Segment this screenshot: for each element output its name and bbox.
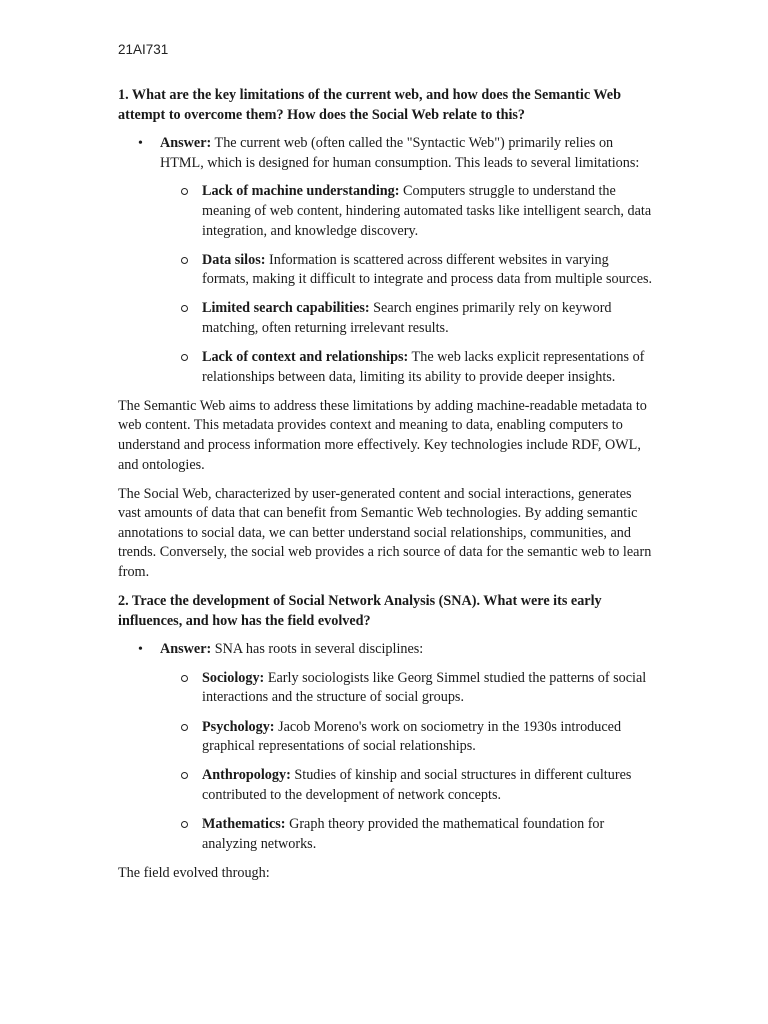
limitations-list	[118, 182, 654, 387]
list-item	[118, 718, 654, 757]
item-text: Early sociologists like Georg Simmel studied the patterns of social interactions and the structure of social groups.	[202, 669, 647, 706]
closing-paragraph: The field evolved through:	[118, 864, 270, 881]
item-text: Search engines primarily rely on keyword matching, often returning irrelevant results.	[202, 300, 612, 336]
item-text: Computers struggle to understand the meaning of web content, hindering automated tasks like intelligent search, data integration, and knowledge discovery.	[202, 183, 652, 239]
circle-bullet-icon	[181, 724, 188, 731]
question-1: 1. What are the key limitations of the current web, and how does the Semantic Web attempt to overcome them? How does the Social Web relate to this?	[118, 87, 621, 123]
circle-bullet-icon	[181, 305, 188, 312]
list-item	[118, 815, 654, 854]
circle-bullet-icon	[181, 354, 188, 361]
item-label: Sociology:	[202, 669, 265, 686]
list-item	[118, 299, 654, 338]
item-text: Information is scattered across different websites in varying formats, making it difficult to integrate and process data from multiple sources.	[202, 251, 653, 288]
item-label: Lack of context and relationships:	[202, 349, 409, 366]
item-text: Studies of kinship and social structures in different cultures contributed to the development of network concepts.	[202, 767, 632, 803]
item-text: The web lacks explicit representations of relationships between data, limiting its ability to provide deeper insights.	[202, 349, 645, 385]
answer-text: The current web (often called the "Syntactic Web") primarily relies on HTML, which is designed for human consumption. This leads to several limitations:	[160, 135, 640, 171]
circle-bullet-icon	[181, 675, 188, 682]
question-2: 2. Trace the development of Social Network Analysis (SNA). What were its early influences, and how has the field evolved?	[118, 593, 602, 629]
list-item	[118, 251, 654, 290]
semantic-web-paragraph: The Semantic Web aims to address these limitations by adding machine-readable metadata to web content. This metadata provides context and meaning to data, enabling computers to understand and process information more effectively. Key technologies include RDF, OWL, and ontologies.	[118, 397, 647, 473]
item-label: Data silos:	[202, 251, 266, 268]
circle-bullet-icon	[181, 821, 188, 828]
list-item	[118, 766, 654, 805]
item-text: Jacob Moreno's work on sociometry in the 1930s introduced graphical representations of social relationships.	[202, 718, 622, 755]
circle-bullet-icon	[181, 257, 188, 264]
item-label: Lack of machine understanding:	[202, 183, 400, 200]
bullet-icon: •	[138, 136, 143, 152]
answer-label: Answer:	[160, 135, 212, 152]
bullet-icon: •	[138, 642, 143, 658]
answer-label: Answer:	[160, 641, 212, 658]
answer-1	[118, 134, 654, 173]
circle-bullet-icon	[181, 772, 188, 779]
list-item	[118, 182, 654, 241]
list-item	[118, 669, 654, 708]
circle-bullet-icon	[181, 188, 188, 195]
answer-text: SNA has roots in several disciplines:	[211, 641, 424, 658]
answer-2	[118, 640, 654, 660]
course-code: 21AI731	[118, 42, 169, 57]
item-label: Limited search capabilities:	[202, 300, 370, 317]
social-web-paragraph: The Social Web, characterized by user-generated content and social interactions, generates vast amounts of data that can benefit from Semantic Web technologies. By adding semantic annotations to social data, we can better understand social relationships, communities, and trends. Conversely, the social web provides a rich source of data for the semantic web to learn from.	[118, 485, 652, 580]
item-text: Graph theory provided the mathematical foundation for analyzing networks.	[202, 815, 605, 852]
document-content	[118, 86, 654, 893]
item-label: Anthropology:	[202, 767, 291, 784]
disciplines-list	[118, 669, 654, 854]
item-label: Psychology:	[202, 718, 275, 735]
item-label: Mathematics:	[202, 815, 286, 832]
list-item	[118, 348, 654, 387]
